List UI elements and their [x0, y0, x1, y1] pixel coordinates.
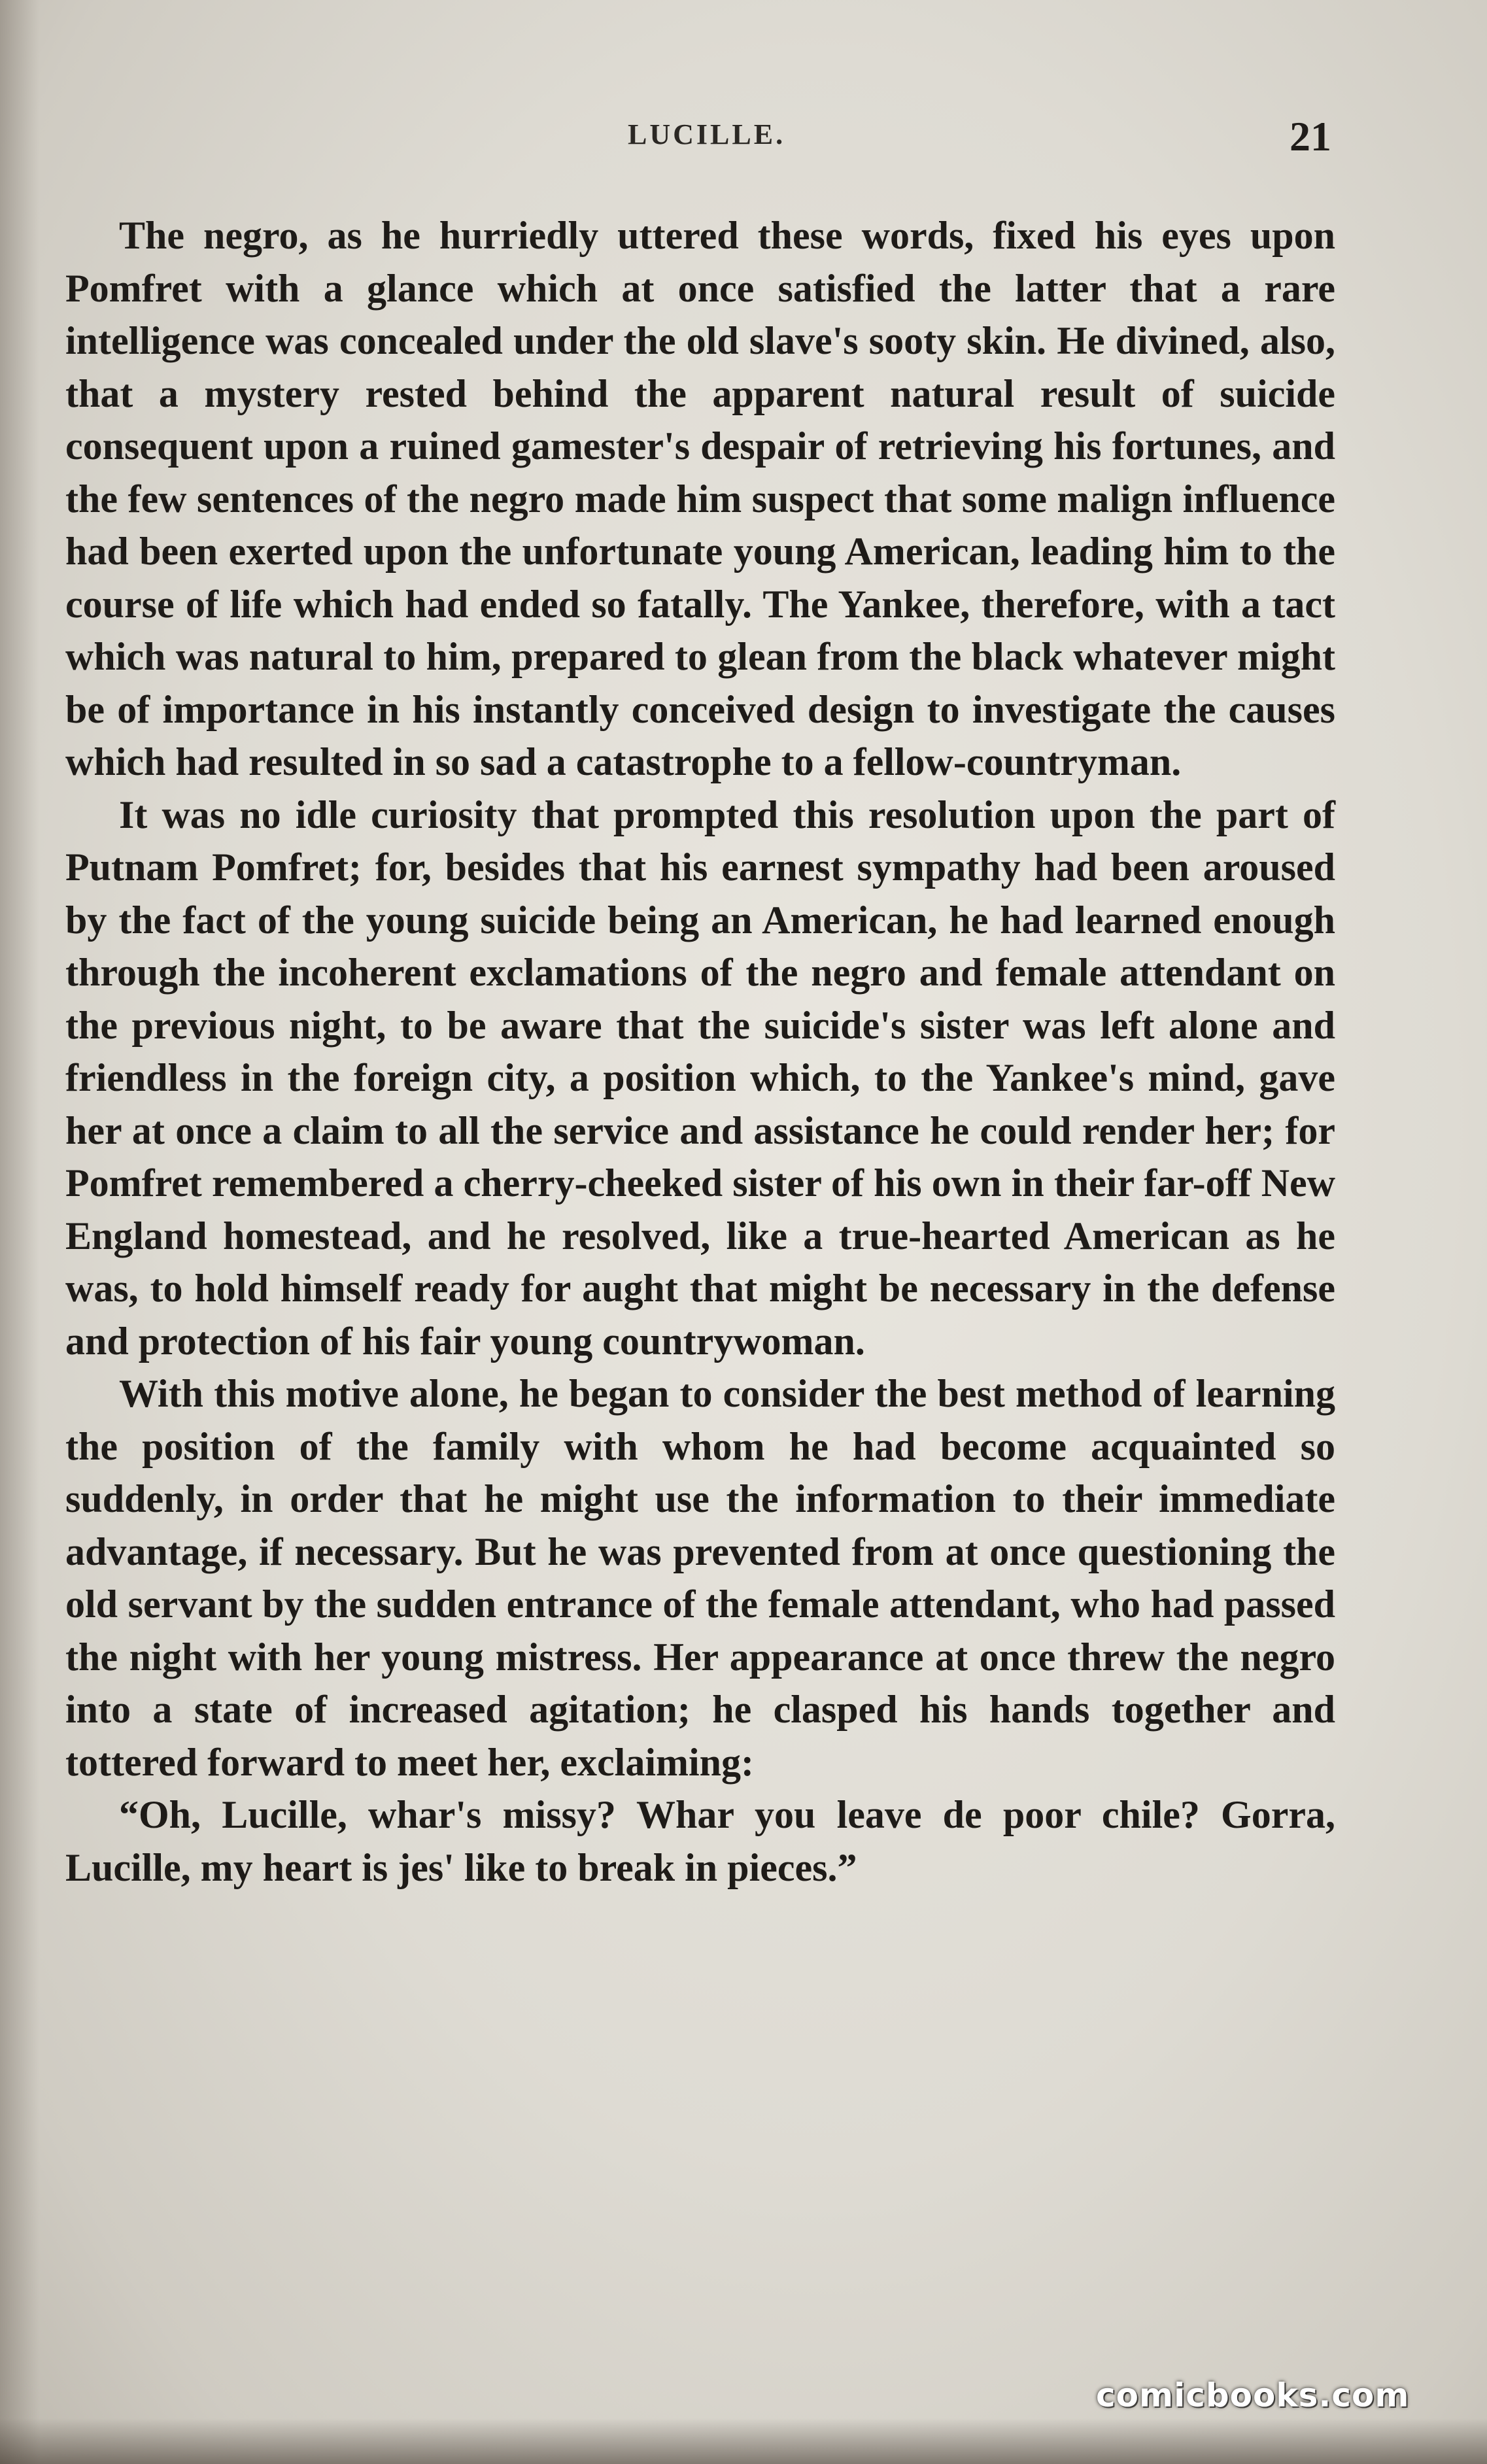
- spine-shadow: [0, 0, 39, 2464]
- running-title: LUCILLE.: [628, 118, 786, 150]
- paragraph: With this motive alone, he began to consider the best method of learning the position of the family with whom he had become acquainted so suddenly, in order that he might use the information to their immediate advantage, if necessary. But he was prevented from at once questioning the old servant by the sudden entrance of the female attendant, who had passed the night with her young mistress. Her appearance at once threw the negro into a state of increased agitation; he clasped his hands together and tottered forward to meet her, exclaiming:: [65, 1372, 1335, 1784]
- bottom-edge-shadow: [0, 2418, 1487, 2464]
- paragraph: “Oh, Lucille, whar's missy? Whar you leave de poor chile? Gorra, Lucille, my heart is jes' like to break in pieces.”: [65, 1793, 1335, 1889]
- running-head: [0, 113, 1487, 170]
- paragraph: The negro, as he hurriedly uttered these words, fixed his eyes upon Pomfret with a glance which at once satisfied the latter that a rare intelligence was concealed under the old slave's sooty skin. He divined, also, that a mystery rested behind the apparent natural result of suicide consequent upon a ruined gamester's despair of retrieving his fortunes, and the few sentences of the negro made him suspect that some malign influence had been exerted upon the unfortunate young American, leading him to the course of life which had ended so fatally. The Yankee, therefore, with a tact which was natural to him, prepared to glean from the black whatever might be of importance in his instantly conceived design to investigate the causes which had resulted in so sad a catastrophe to a fellow-countryman.: [65, 214, 1335, 783]
- watermark: comicbooks.com: [1096, 2376, 1410, 2414]
- paragraph: It was no idle curiosity that prompted this resolution upon the part of Putnam Pomfret; for, besides that his earnest sympathy had been aroused by the fact of the young suicide being an American, he had learned enough through the incoherent exclamations of the negro and female attendant on the previous night, to be aware that the suicide's sister was left alone and friendless in the foreign city, a position which, to the Yankee's mind, gave her at once a claim to all the service and assistance he could render her; for Pomfret remembered a cherry-cheeked sister of his own in their far-off New England homestead, and he resolved, like a true-hearted American as he was, to hold himself ready for aught that might be necessary in the defense and protection of his fair young countrywoman.: [65, 793, 1335, 1363]
- page-number: 21: [1290, 113, 1331, 160]
- body-text: [65, 209, 1335, 1894]
